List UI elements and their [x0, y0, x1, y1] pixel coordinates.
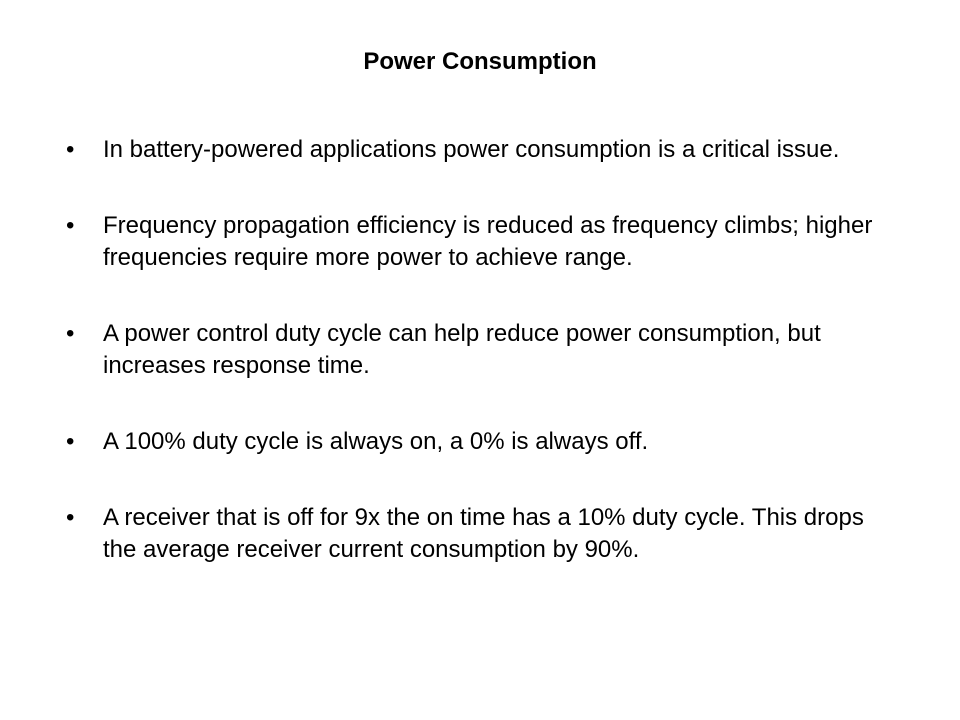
bullet-text: A 100% duty cycle is always on, a 0% is always off.	[103, 428, 649, 455]
bullet-item	[66, 502, 886, 566]
bullet-marker: •	[66, 320, 75, 347]
bullet-text: Frequency propagation efficiency is reduced as frequency climbs; higher frequencies require more power to achieve range.	[103, 212, 873, 271]
bullet-text: In battery-powered applications power consumption is a critical issue.	[103, 136, 840, 163]
bullet-marker: •	[66, 212, 75, 239]
bullet-item	[66, 210, 886, 274]
bullet-marker: •	[66, 428, 75, 455]
bullet-marker: •	[66, 136, 75, 163]
bullet-item	[66, 318, 886, 382]
bullet-text: A power control duty cycle can help reduce power consumption, but increases response time.	[103, 320, 821, 379]
bullet-list	[66, 134, 886, 610]
slide-title: Power Consumption	[363, 48, 597, 75]
bullet-item	[66, 426, 886, 458]
bullet-marker: •	[66, 504, 75, 531]
bullet-text: A receiver that is off for 9x the on time has a 10% duty cycle. This drops the average receiver current consumption by 90%.	[103, 504, 864, 563]
bullet-item	[66, 134, 886, 166]
